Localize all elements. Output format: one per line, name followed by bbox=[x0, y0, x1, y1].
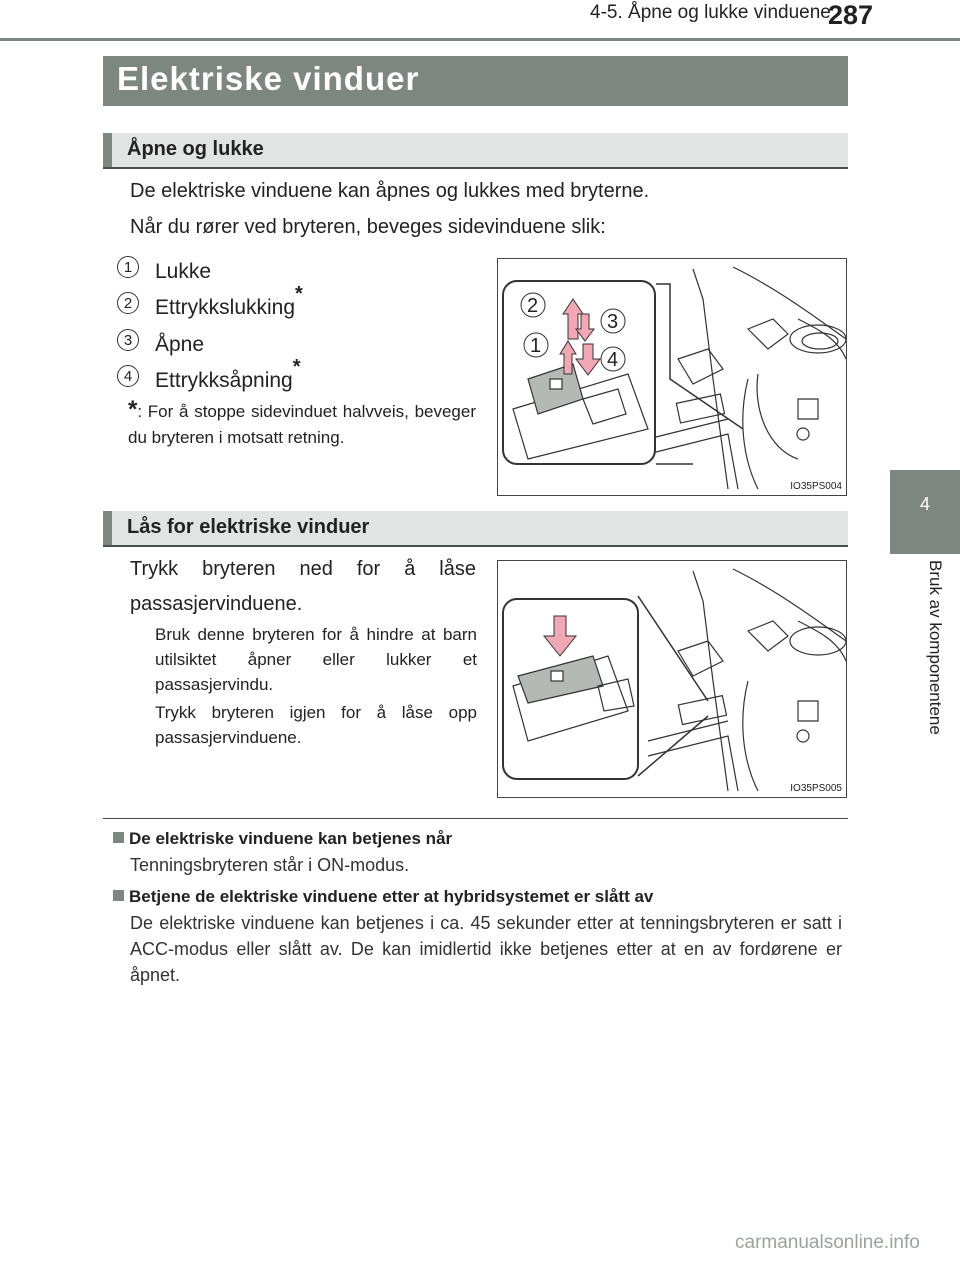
bullet-square-icon bbox=[113, 832, 124, 843]
section-divider bbox=[103, 818, 848, 819]
bullet-text: De elektriske vinduene kan betjenes i ca. 45 sekunder etter at tenningsbryteren er satt i ACC-modus eller slått av. De kan imidlertid ikke betjenes etter at en av fordørene er åpnet. bbox=[130, 913, 842, 985]
heading-marker bbox=[103, 511, 112, 545]
item-text: Ettrykkslukking bbox=[155, 296, 296, 319]
bullet-heading bbox=[113, 887, 653, 907]
footnote-text: : For å stoppe sidevinduet halvveis, beveger du bryteren i motsatt retning. bbox=[128, 402, 476, 447]
page-title-bar bbox=[103, 56, 848, 106]
dashboard-illustration bbox=[498, 259, 847, 496]
asterisk: * bbox=[295, 283, 303, 305]
intro-paragraph-1: De elektriske vinduene kan åpnes og lukkes med bryterne. bbox=[130, 180, 650, 202]
item-label bbox=[155, 326, 204, 357]
item-text: Åpne bbox=[155, 333, 205, 356]
item-label bbox=[155, 356, 301, 393]
bullet-text: Tenningsbryteren står i ON-modus. bbox=[130, 855, 410, 875]
header-rule bbox=[0, 38, 960, 41]
running-header-section: 4-5. Åpne og lukke vinduene bbox=[590, 2, 831, 23]
dashboard-illustration bbox=[498, 561, 847, 798]
item-number-badge: 3 bbox=[117, 329, 139, 351]
lock-intro-paragraph: Trykk bryteren ned for å låse passasjervinduene. bbox=[130, 558, 476, 615]
figure-id: IO35PS004 bbox=[790, 481, 842, 492]
lock-explanation-1: Bruk denne bryteren for å hindre at barn utilsiktet åpner eller lukker et passasjervindu. bbox=[155, 625, 477, 694]
chapter-label: Bruk av komponentene bbox=[926, 560, 945, 735]
item-number-badge: 2 bbox=[117, 292, 139, 314]
item-number-badge: 4 bbox=[117, 365, 139, 387]
bullet-square-icon bbox=[113, 890, 124, 901]
item-text: Ettrykksåpning bbox=[155, 369, 293, 392]
figure-id: IO35PS005 bbox=[790, 783, 842, 794]
section-heading-text: Åpne og lukke bbox=[127, 138, 264, 160]
section-heading-window-lock bbox=[103, 511, 848, 547]
figure-lock-switch bbox=[497, 560, 847, 798]
bullet-heading-text: Betjene de elektriske vinduene etter at hybridsystemet er slått av bbox=[129, 887, 654, 906]
figure-label: 3 bbox=[607, 311, 619, 333]
lock-explanation-2: Trykk bryteren igjen for å låse opp passasjervinduene. bbox=[155, 703, 477, 747]
page-number: 287 bbox=[828, 0, 874, 30]
chapter-number: 4 bbox=[919, 494, 930, 514]
section-heading-text: Lås for elektriske vinduer bbox=[127, 516, 370, 538]
footnote-asterisk: * bbox=[128, 396, 138, 423]
chapter-tab bbox=[890, 470, 960, 554]
figure-label: 2 bbox=[527, 295, 539, 317]
intro-paragraph-2: Når du rører ved bryteren, beveges sidevinduene slik: bbox=[130, 216, 606, 238]
item-text: Lukke bbox=[155, 260, 212, 283]
heading-marker bbox=[103, 133, 112, 167]
figure-label: 1 bbox=[530, 335, 542, 357]
footnote bbox=[128, 397, 476, 451]
item-number-badge: 1 bbox=[117, 256, 139, 278]
asterisk: * bbox=[292, 356, 301, 378]
watermark: carmanualsonline.info bbox=[735, 1232, 920, 1253]
item-label bbox=[155, 253, 211, 284]
bullet-heading bbox=[113, 829, 452, 849]
page-title: Elektriske vinduer bbox=[117, 60, 420, 97]
section-heading-open-close bbox=[103, 133, 848, 169]
figure-label: 4 bbox=[607, 349, 619, 371]
item-label bbox=[155, 283, 303, 320]
figure-window-switch bbox=[497, 258, 847, 496]
bullet-heading-text: De elektriske vinduene kan betjenes når bbox=[129, 829, 453, 848]
